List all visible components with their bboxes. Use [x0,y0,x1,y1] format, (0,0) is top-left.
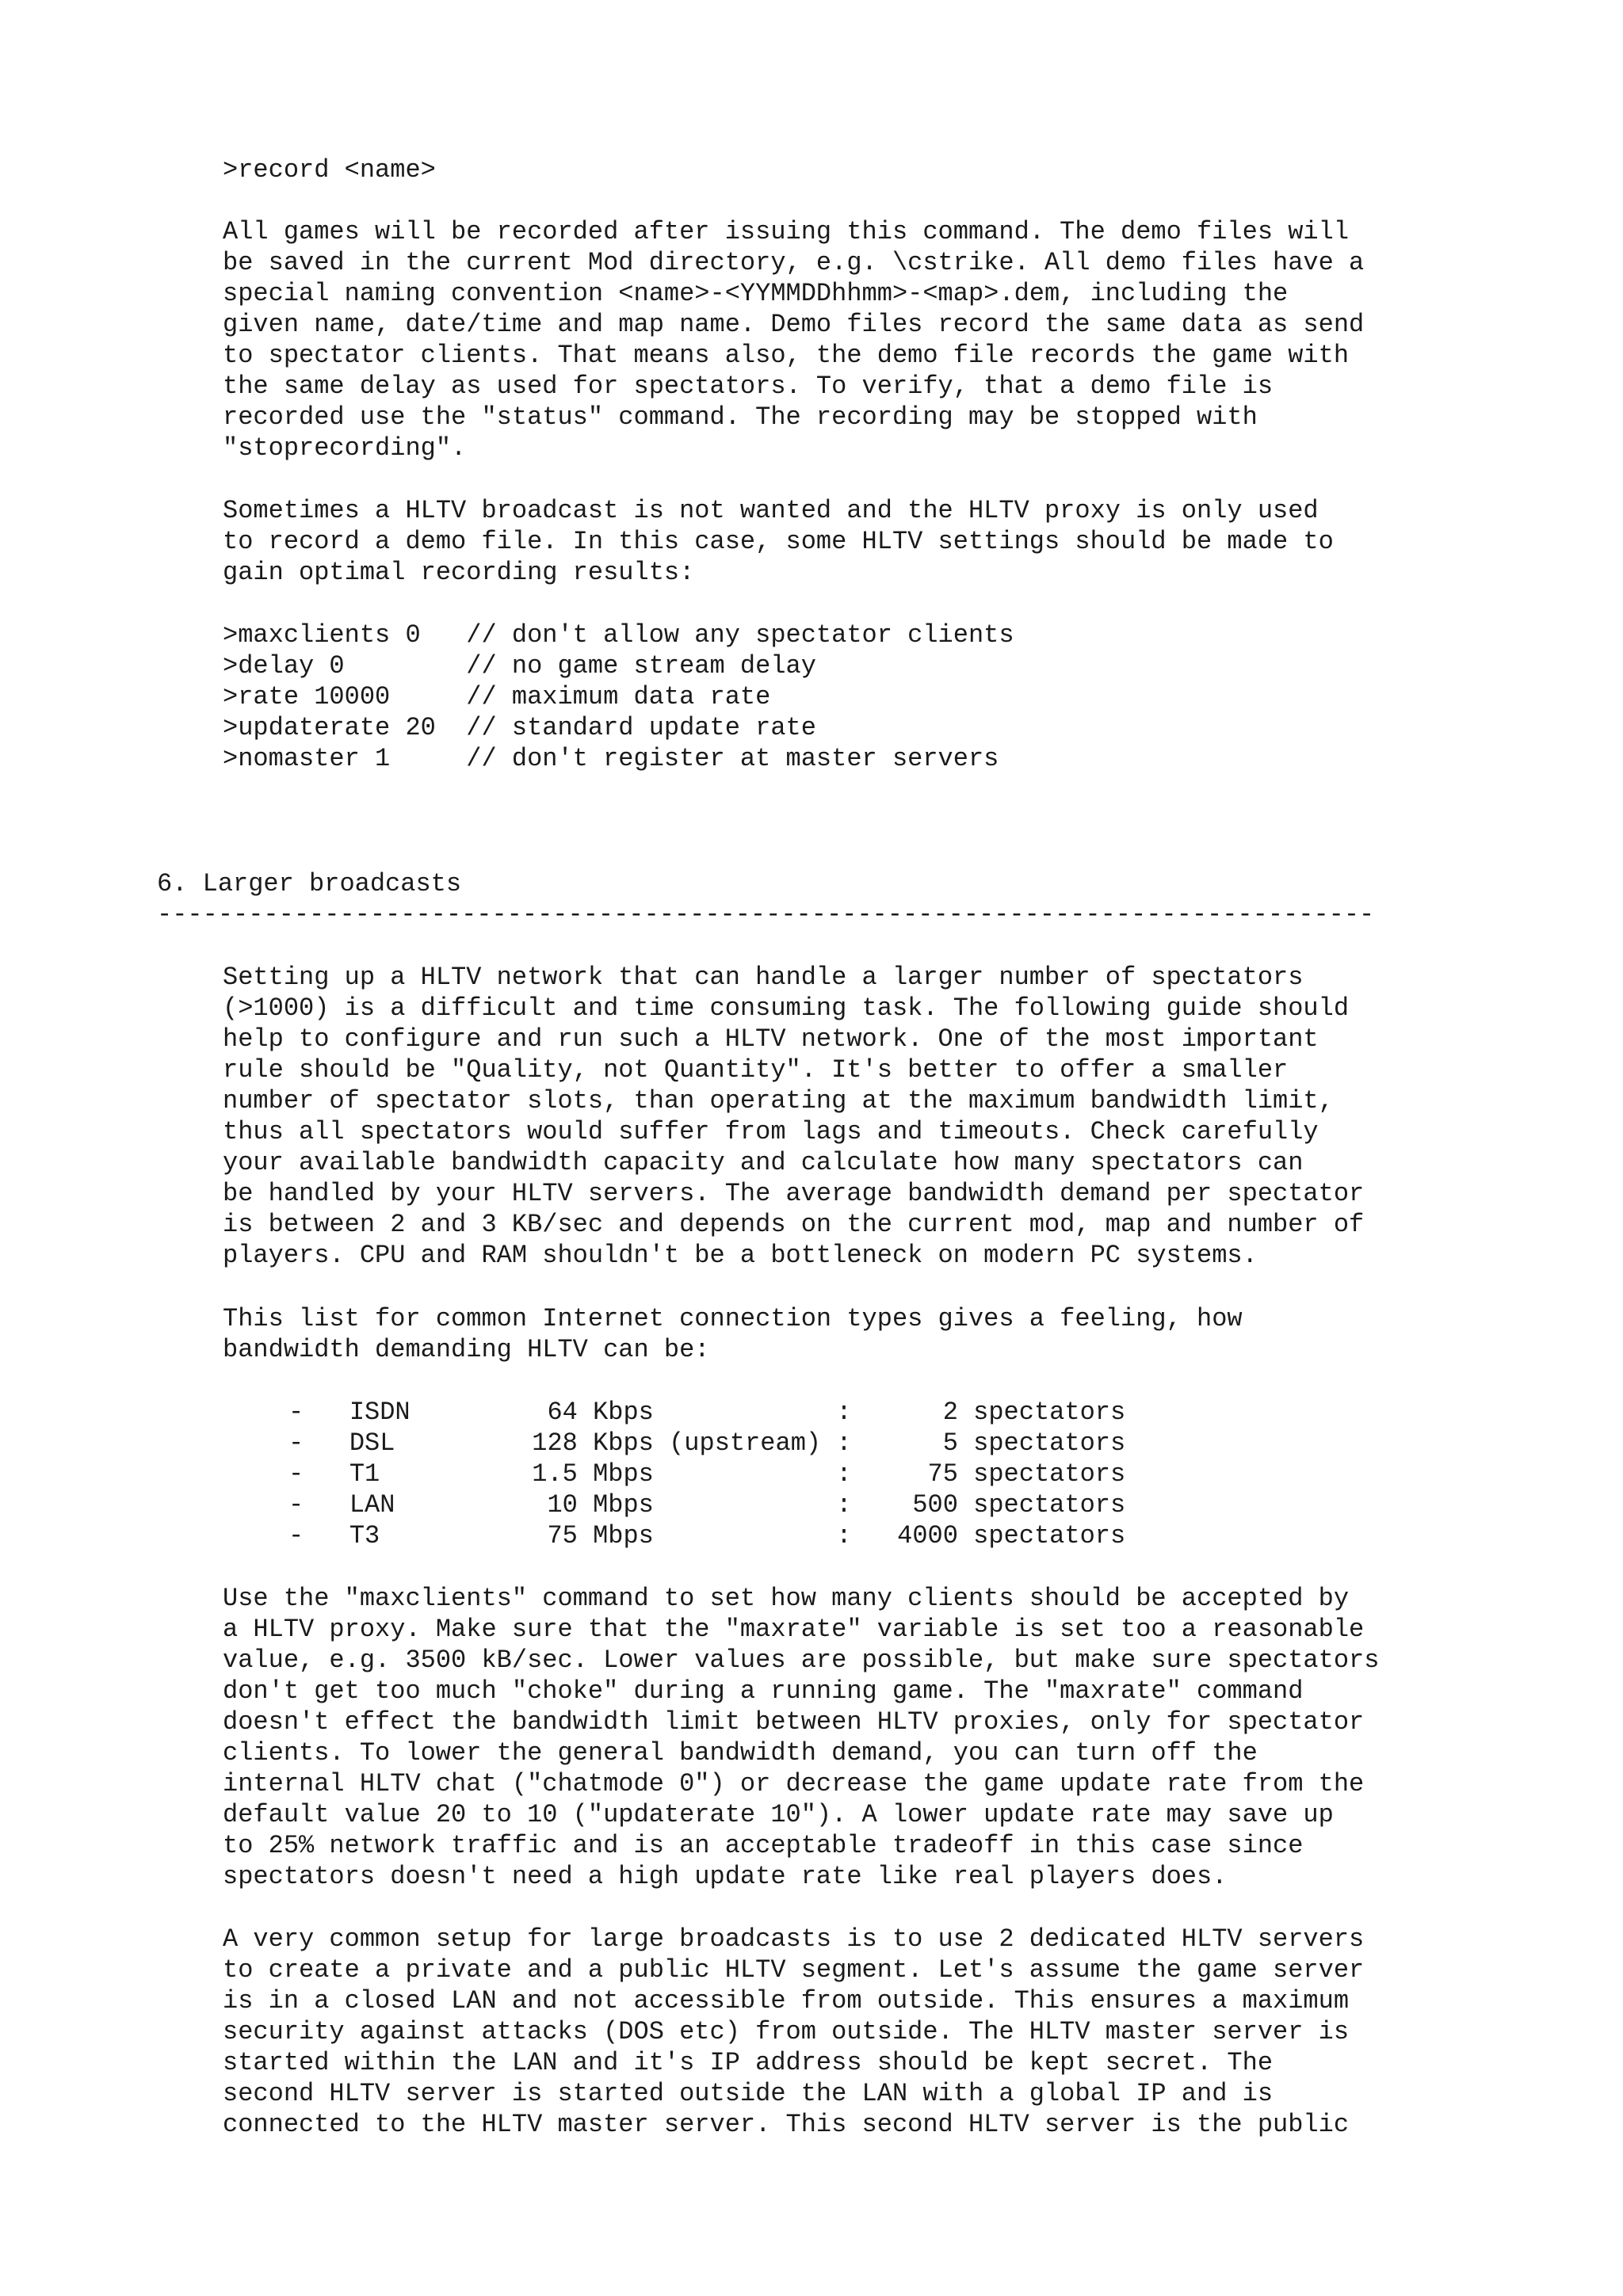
paragraph-line: to create a private and a public HLTV segment. Let's assume the game server [223,1955,1365,1985]
paragraph-line: "stoprecording". [223,433,467,463]
paragraph-line: value, e.g. 3500 kB/sec. Lower values are possible, but make sure spectators [223,1646,1380,1675]
paragraph-line: doesn't effect the bandwidth limit between HLTV proxies, only for spectator [223,1707,1365,1737]
paragraph-line: to 25% network traffic and is an acceptable tradeoff in this case since [223,1831,1304,1860]
settings-line: >updaterate 20 // standard update rate [223,713,816,742]
paragraph-line: special naming convention <name>-<YYMMDDhhmm>-<map>.dem, including the [223,279,1289,308]
connection-list-item: - ISDN 64 Kbps : 2 spectators [288,1398,1126,1427]
settings-line: >maxclients 0 // don't allow any spectator clients [223,620,1014,650]
connection-list-item: - LAN 10 Mbps : 500 spectators [288,1490,1126,1520]
paragraph-line: rule should be "Quality, not Quantity". It's better to offer a smaller [223,1055,1289,1085]
paragraph-line: number of spectator slots, than operating at the maximum bandwidth limit, [223,1086,1334,1116]
paragraph-line: players. CPU and RAM shouldn't be a bottleneck on modern PC systems. [223,1241,1258,1270]
paragraph-line: All games will be recorded after issuing this command. The demo files will [223,217,1350,246]
paragraph-line: spectators doesn't need a high update rate like real players does. [223,1862,1228,1891]
paragraph-line: internal HLTV chat ("chatmode 0") or decrease the game update rate from the [223,1769,1365,1798]
paragraph-line: bandwidth demanding HLTV can be: [223,1335,710,1364]
paragraph-line: Setting up a HLTV network that can handle a larger number of spectators [223,963,1304,992]
paragraph-line: second HLTV server is started outside the LAN with a global IP and is [223,2079,1274,2108]
paragraph-line: clients. To lower the general bandwidth demand, you can turn off the [223,1738,1258,1768]
paragraph-line: don't get too much "choke" during a running game. The "maxrate" command [223,1676,1304,1706]
section-title: 6. Larger broadcasts [157,869,462,898]
paragraph-line: A very common setup for large broadcasts is to use 2 dedicated HLTV servers [223,1924,1365,1954]
paragraph-line: is between 2 and 3 KB/sec and depends on the current mod, map and number of [223,1210,1365,1239]
paragraph-line: Use the "maxclients" command to set how many clients should be accepted by [223,1584,1350,1613]
settings-line: >delay 0 // no game stream delay [223,651,816,681]
paragraph-line: help to configure and run such a HLTV network. One of the most important [223,1024,1319,1054]
connection-list-item: - T1 1.5 Mbps : 75 spectators [288,1459,1126,1489]
paragraph-line: given name, date/time and map name. Demo files record the same data as send [223,310,1365,339]
paragraph-line: (>1000) is a difficult and time consuming task. The following guide should [223,994,1350,1023]
record-command: >record <name> [223,155,436,185]
paragraph-line: your available bandwidth capacity and calculate how many spectators can [223,1148,1304,1177]
paragraph-line: started within the LAN and it's IP address should be kept secret. The [223,2048,1274,2077]
settings-line: >nomaster 1 // don't register at master servers [223,744,999,773]
paragraph-line: default value 20 to 10 ("updaterate 10"). A lower update rate may save up [223,1800,1334,1829]
paragraph-line: be saved in the current Mod directory, e.g. \cstrike. All demo files have a [223,248,1365,277]
section-rule: -------------------------------------------------------------------------------- [157,900,1375,929]
paragraph-line: Sometimes a HLTV broadcast is not wanted and the HLTV proxy is only used [223,496,1319,525]
paragraph-line: gain optimal recording results: [223,558,695,587]
paragraph-line: to spectator clients. That means also, the demo file records the game with [223,341,1350,370]
paragraph-line: the same delay as used for spectators. To verify, that a demo file is [223,372,1274,401]
paragraph-line: recorded use the "status" command. The recording may be stopped with [223,402,1258,432]
settings-line: >rate 10000 // maximum data rate [223,682,771,711]
paragraph-line: connected to the HLTV master server. This second HLTV server is the public [223,2110,1350,2139]
connection-list-item: - DSL 128 Kbps (upstream) : 5 spectators [288,1428,1126,1458]
paragraph-line: This list for common Internet connection types gives a feeling, how [223,1304,1243,1333]
paragraph-line: thus all spectators would suffer from lags and timeouts. Check carefully [223,1117,1319,1146]
connection-list-item: - T3 75 Mbps : 4000 spectators [288,1521,1126,1550]
paragraph-line: is in a closed LAN and not accessible from outside. This ensures a maximum [223,1986,1350,2016]
paragraph-line: be handled by your HLTV servers. The average bandwidth demand per spectator [223,1179,1365,1208]
paragraph-line: a HLTV proxy. Make sure that the "maxrate" variable is set too a reasonable [223,1615,1365,1644]
paragraph-line: security against attacks (DOS etc) from outside. The HLTV master server is [223,2017,1350,2046]
paragraph-line: to record a demo file. In this case, some HLTV settings should be made to [223,527,1334,556]
